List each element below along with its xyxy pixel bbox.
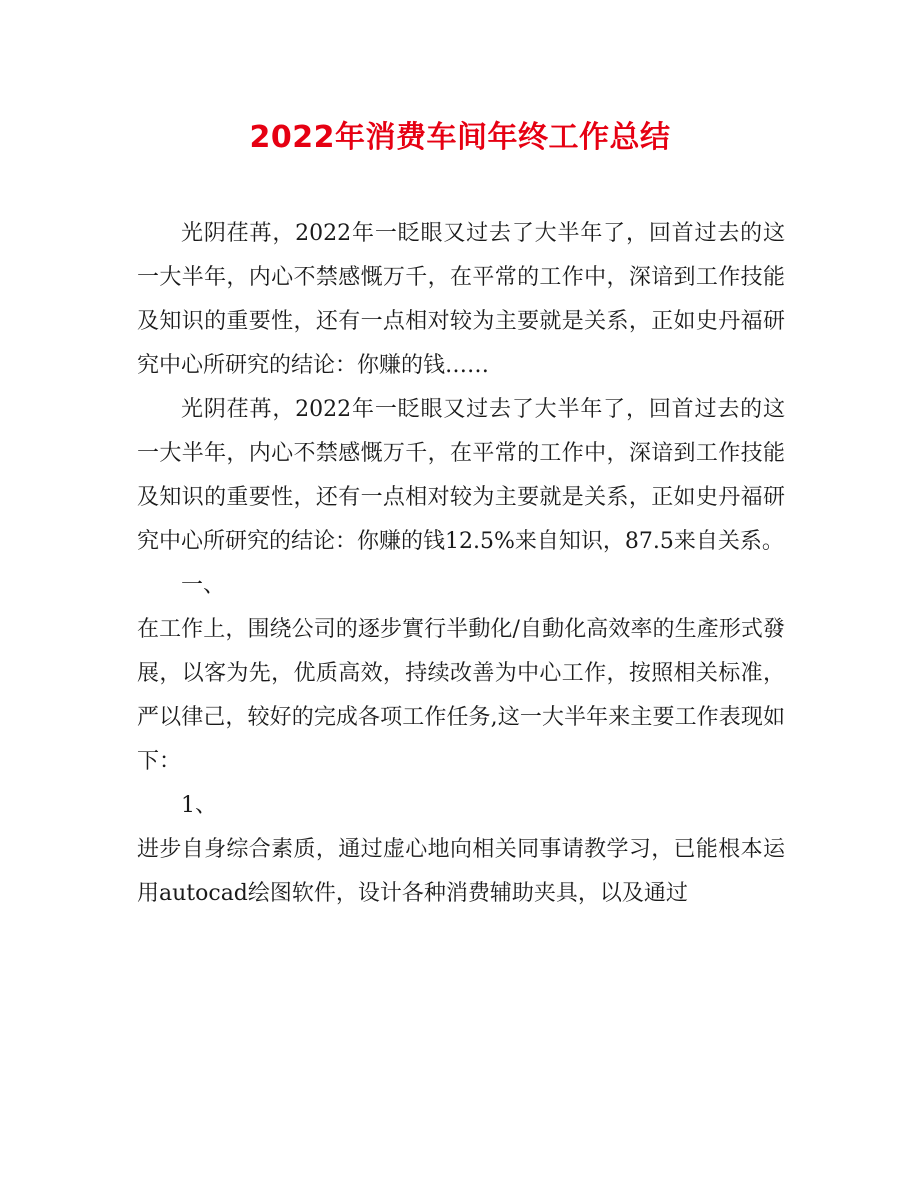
paragraph-intro-full: 光阴荏苒，2022年一眨眼又过去了大半年了，回首过去的这一大半年，内心不禁感慨万千，在平常的工作中，深谙到工作技能及知识的重要性，还有一点相对较为主要就是关系，正如史丹福研究中心所研究的结论：你赚的钱12.5%来自知识，87.5来自关系。	[137, 397, 785, 554]
section-heading-one: 一、	[181, 573, 226, 598]
list-number-one: 1、	[181, 793, 217, 818]
document-title: 2022年消费车间年终工作总结	[249, 120, 671, 155]
paragraph-intro-excerpt: 光阴荏苒，2022年一眨眼又过去了大半年了，回首过去的这一大半年，内心不禁感慨万千，在平常的工作中，深谙到工作技能及知识的重要性，还有一点相对较为主要就是关系，正如史丹福研究中心所研究的结论：你赚的钱……	[137, 221, 785, 378]
document-body	[137, 212, 785, 916]
paragraph-self-improvement: 进步自身综合素质，通过虚心地向相关同事请教学习，已能根本运用autocad绘图软件，设计各种消费辅助夹具，以及通过	[137, 837, 785, 906]
paragraph-work-overview: 在工作上，围绕公司的逐步實行半動化/自動化高效率的生產形式發展，以客为先，优质高效，持续改善为中心工作，按照相关标准，严以律己，较好的完成各项工作任务,这一大半年来主要工作表现如下：	[137, 617, 785, 774]
